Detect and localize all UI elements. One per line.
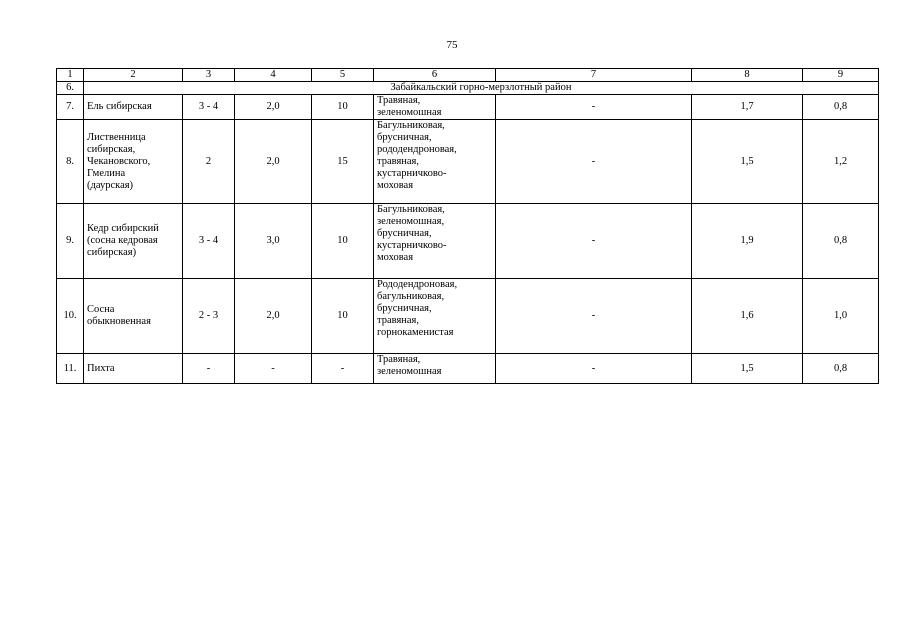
column-3-cell: - — [183, 354, 235, 384]
column-3-cell: 3 - 4 — [183, 204, 235, 279]
species-line: обыкновенная — [87, 316, 151, 327]
forest-type-line: брусничная, — [377, 303, 432, 314]
species-line: (сосна кедровая — [87, 235, 158, 246]
column-8-cell: 1,6 — [692, 279, 803, 354]
column-8-cell: 1,5 — [692, 354, 803, 384]
species-line: Гмелина — [87, 167, 126, 179]
forest-type-line: кустарничково- — [377, 168, 447, 179]
forest-type-line: Рододендроновая, — [377, 279, 458, 290]
forest-type-cell — [374, 204, 496, 279]
forest-type-cell — [374, 279, 496, 354]
column-7-cell: - — [496, 204, 692, 279]
forest-type-line: Багульниковая, — [377, 120, 445, 131]
table-row — [57, 204, 879, 279]
table-row — [57, 120, 879, 204]
column-header-cell: 9 — [803, 69, 879, 82]
forest-type-line: рододендроновая, — [377, 144, 457, 155]
column-5-cell: 10 — [312, 279, 374, 354]
column-4-cell: - — [235, 354, 312, 384]
forest-type-line: багульниковая, — [377, 291, 445, 302]
column-3-cell: 2 — [183, 120, 235, 204]
column-header-cell: 6 — [374, 69, 496, 82]
forest-norms-table — [56, 68, 879, 384]
section-title: Забайкальский горно-мерзлотный район — [84, 82, 879, 95]
column-9-cell: 1,0 — [803, 279, 879, 354]
column-4-cell: 2,0 — [235, 120, 312, 204]
column-8-cell: 1,9 — [692, 204, 803, 279]
forest-type-line: Травяная, — [377, 95, 421, 106]
forest-type-line: моховая — [377, 252, 414, 263]
forest-type-line: моховая — [377, 180, 414, 191]
section-number: 6. — [57, 82, 84, 95]
column-8-cell: 1,5 — [692, 120, 803, 204]
row-number-cell: 11. — [57, 354, 84, 384]
column-9-cell: 0,8 — [803, 95, 879, 120]
column-header-cell: 7 — [496, 69, 692, 82]
column-header-cell: 1 — [57, 69, 84, 82]
forest-type-cell — [374, 120, 496, 204]
forest-type-line: кустарничково- — [377, 240, 447, 251]
species-cell — [84, 120, 183, 204]
forest-type-line: горнокаменистая — [377, 327, 454, 338]
table-row — [57, 95, 879, 120]
column-7-cell: - — [496, 279, 692, 354]
species-line: Пихта — [87, 362, 115, 374]
column-4-cell: 3,0 — [235, 204, 312, 279]
column-3-cell: 2 - 3 — [183, 279, 235, 354]
row-number-cell: 9. — [57, 204, 84, 279]
species-line: Лиственница — [87, 131, 146, 143]
column-9-cell: 1,2 — [803, 120, 879, 204]
column-5-cell: 10 — [312, 204, 374, 279]
table-row — [57, 279, 879, 354]
column-5-cell: 10 — [312, 95, 374, 120]
species-cell — [84, 204, 183, 279]
forest-type-line: травяная, — [377, 156, 420, 167]
species-line: Ель сибирская — [87, 101, 152, 112]
species-cell — [84, 279, 183, 354]
column-9-cell: 0,8 — [803, 354, 879, 384]
column-7-cell: - — [496, 120, 692, 204]
forest-type-cell — [374, 95, 496, 120]
column-4-cell: 2,0 — [235, 279, 312, 354]
forest-type-cell — [374, 354, 496, 384]
column-4-cell: 2,0 — [235, 95, 312, 120]
species-line: сибирская, — [87, 143, 136, 155]
forest-type-line: Багульниковая, — [377, 204, 445, 215]
section-row — [57, 82, 879, 95]
column-header-cell: 3 — [183, 69, 235, 82]
column-header-cell: 2 — [84, 69, 183, 82]
forest-type-line: зеленомошная, — [377, 216, 445, 227]
forest-type-line: брусничная, — [377, 228, 432, 239]
species-line: Чекановского, — [87, 155, 151, 167]
column-header-cell: 4 — [235, 69, 312, 82]
column-header-cell: 8 — [692, 69, 803, 82]
column-7-cell: - — [496, 95, 692, 120]
forest-type-line: Травяная, — [377, 354, 421, 365]
column-3-cell: 3 - 4 — [183, 95, 235, 120]
species-line: (даурская) — [87, 179, 134, 191]
table-row — [57, 354, 879, 384]
forest-type-line: травяная, — [377, 315, 420, 326]
row-number-cell: 8. — [57, 120, 84, 204]
column-9-cell: 0,8 — [803, 204, 879, 279]
row-number-cell: 7. — [57, 95, 84, 120]
species-line: Кедр сибирский — [87, 223, 159, 234]
column-8-cell: 1,7 — [692, 95, 803, 120]
page-number: 75 — [446, 39, 458, 51]
row-number-cell: 10. — [57, 279, 84, 354]
forest-type-line: зеленомошная — [377, 107, 442, 118]
column-header-cell: 5 — [312, 69, 374, 82]
forest-type-line: брусничная, — [377, 132, 432, 143]
species-cell — [84, 95, 183, 120]
species-line: сибирская) — [87, 247, 137, 258]
column-5-cell: 15 — [312, 120, 374, 204]
species-line: Сосна — [87, 304, 115, 315]
forest-type-line: зеленомошная — [377, 366, 442, 377]
column-5-cell: - — [312, 354, 374, 384]
species-cell — [84, 354, 183, 384]
column-7-cell: - — [496, 354, 692, 384]
column-number-row — [57, 69, 879, 82]
